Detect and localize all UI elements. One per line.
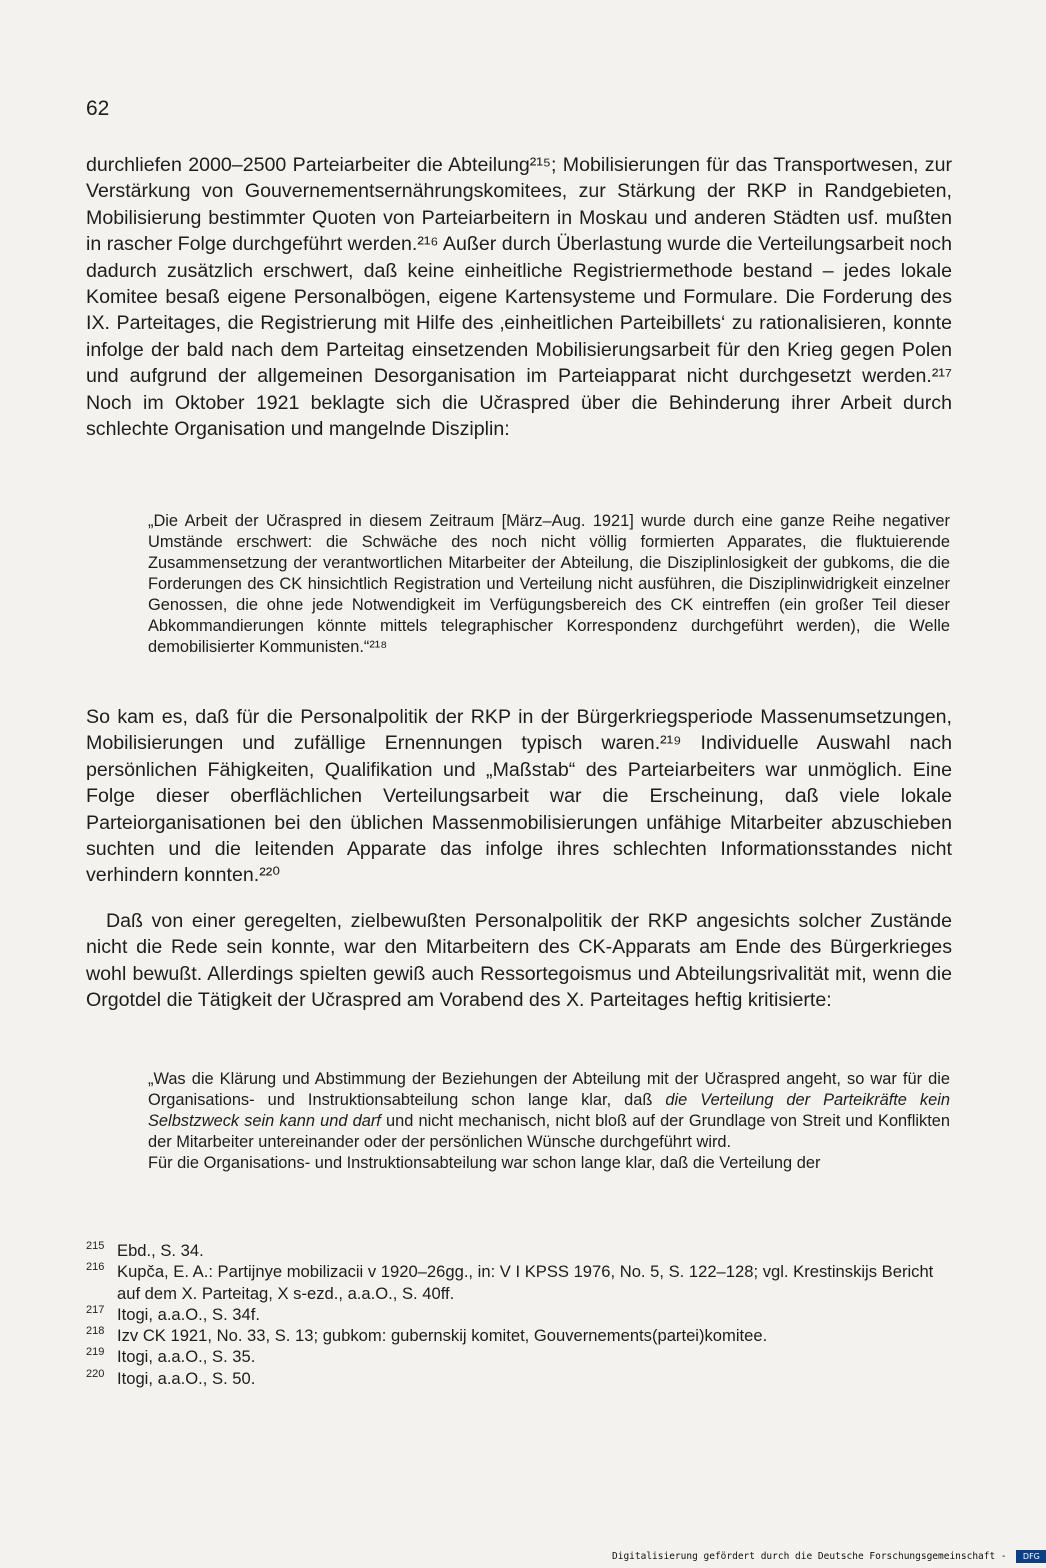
- paragraph-1-text: durchliefen 2000–2500 Parteiarbeiter die Abteilung²¹⁵; Mobilisierungen für das Transportwesen, zur Verstärkung von Gouvernementsernährungskomitees, zur Stärkung der RKP in Randgebieten, Mobilisierung bestimmter Quoten von Parteiarbeitern in Moskau und anderen Städten usf. mußten in rascher Folge durchgeführt werden.²¹⁶ Außer durch Überlastung wurde die Verteilungsarbeit noch dadurch zusätzlich erschwert, daß keine einheitliche Registriermethode bestand – jedes lokale Komitee besaß eigene Personalbögen, eigene Kartensysteme und Formulare. Die Forderung des IX. Parteitages, die Registrierung mit Hilfe des ‚einheitlichen Parteibillets‘ zu rationalisieren, konnte infolge der bald nach dem Parteitag einsetzenden Mobilisierungsarbeit für den Krieg gegen Polen und aufgrund der allgemeinen Desorganisation im Parteiapparat nicht durchgesetzt werden.²¹⁷ Noch im Oktober 1921 beklagte sich die Učraspred über die Behinderung ihrer Arbeit durch schlechte Organisation und mangelnde Disziplin:: [86, 154, 952, 441]
- footnote-number: 215: [86, 1240, 105, 1252]
- footnote-number: 218: [86, 1325, 105, 1338]
- block-quote-1: [148, 511, 950, 658]
- block-quote-2-line2: Für die Organisations- und Instruktionsabteilung war schon lange klar, daß die Verteilung der: [148, 1154, 821, 1172]
- block-quote-2-part1: „Was die Klärung und Abstimmung der Beziehungen der Abteilung mit der Učraspred angeht, so war für die Organisations- und Instruktionsabteilung schon lange klar, daß: [148, 1070, 950, 1109]
- footnote-text: Itogi, a.a.O., S. 34f.: [117, 1304, 260, 1324]
- dfg-logo: DFG: [1016, 1550, 1046, 1563]
- block-quote-2-text: [148, 1069, 950, 1153]
- footnote-text: Itogi, a.a.O., S. 50.: [117, 1368, 256, 1388]
- digitization-note: Digitalisierung gefördert durch die Deutsche Forschungsgemeinschaft -: [612, 1551, 1007, 1562]
- footnote-number: 219: [86, 1346, 105, 1359]
- block-quote-1-text: „Die Arbeit der Učraspred in diesem Zeitraum [März–Aug. 1921] wurde durch eine ganze Reihe negativer Umstände erschwert: die Schwäche des noch nicht völlig formierten Apparates, die fluktuierende Zusammensetzung der verantwortlichen Mitarbeiter der Abteilung, die Disziplinlosigkeit der gubkoms, die die Forderungen des CK hinsichtlich Registration und Verteilung nicht ausführen, die Disziplinwidrigkeit einzelner Genossen, die ohne jede Notwendigkeit im Verfügungsbereich des CK eintreffen (ein großer Teil dieser Abkommandierungen könnte mittels telegraphischer Korrespondenz durchgeführt werden), die Welle demobilisierter Kommunisten.“²¹⁸: [148, 512, 950, 656]
- footnote-218: [86, 1325, 950, 1346]
- block-quote-2-part2: und nicht mechanisch, nicht bloß auf der Grundlage von Streit und Konflikten der Mitarbeiter untereinander oder der persönlichen Wünsche durchgeführt wird.: [148, 1112, 950, 1151]
- footnote-220: [86, 1368, 950, 1389]
- footnotes: [86, 1240, 950, 1389]
- footnote-219: [86, 1346, 950, 1367]
- paragraph-2-text: So kam es, daß für die Personalpolitik der RKP in der Bürgerkriegsperiode Massenumsetzungen, Mobilisierungen und zufällige Ernennungen typisch waren.²¹⁹ Individuelle Auswahl nach persönlichen Fähigkeiten, Qualifikation und „Maßstab“ des Parteiarbeiters war unmöglich. Eine Folge dieser oberflächlichen Verteilungsarbeit war die Erscheinung, daß viele lokale Parteiorganisationen bei den üblichen Massenmobilisierungen unfähige Mitarbeiter abzuschieben suchten und die leitenden Apparate das infolge ihres schlechten Informationsstandes nicht verhindern konnten.²²⁰: [86, 706, 952, 887]
- footnote-217: [86, 1304, 950, 1325]
- footnote-number: 217: [86, 1303, 105, 1316]
- block-quote-2-italic: die Verteilung der Parteikräfte kein Selbstzweck sein kann und darf: [148, 1091, 950, 1130]
- digitization-credit: [612, 1550, 1046, 1563]
- footnote-text: Itogi, a.a.O., S. 35.: [117, 1347, 256, 1367]
- footnote-215: [86, 1240, 950, 1261]
- paragraph-3-text: Daß von einer geregelten, zielbewußten Personalpolitik der RKP angesichts solcher Zustände nicht die Rede sein konnte, war den Mitarbeitern des CK-Apparats am Ende des Bürgerkrieges wohl bewußt. Allerdings spielten gewiß auch Ressortegoismus und Abteilungsrivalität mit, wenn die Orgotdel die Tätigkeit der Učraspred am Vorabend des X. Parteitages heftig kritisierte:: [86, 910, 952, 1012]
- block-quote-2: [148, 1069, 950, 1174]
- footnote-text: Ebd., S. 34.: [117, 1241, 204, 1260]
- footnote-number: 216: [86, 1261, 105, 1274]
- paragraph-3: [86, 908, 952, 1014]
- paragraph-1: [86, 152, 952, 442]
- footnote-text: Izv CK 1921, No. 33, S. 13; gubkom: gubernskij komitet, Gouvernements(partei)komitee.: [117, 1326, 768, 1346]
- footnote-number: 220: [86, 1367, 105, 1380]
- paragraph-2: [86, 704, 952, 889]
- footnote-text: Kupča, E. A.: Partijnye mobilizacii v 1920–26gg., in: V I KPSS 1976, No. 5, S. 122–128; vgl. Krestinskijs Bericht auf dem X. Parteitag, X s-ezd., a.a.O., S. 40ff.: [117, 1262, 934, 1303]
- footnote-216: [86, 1261, 950, 1304]
- page-number: 62: [86, 97, 110, 120]
